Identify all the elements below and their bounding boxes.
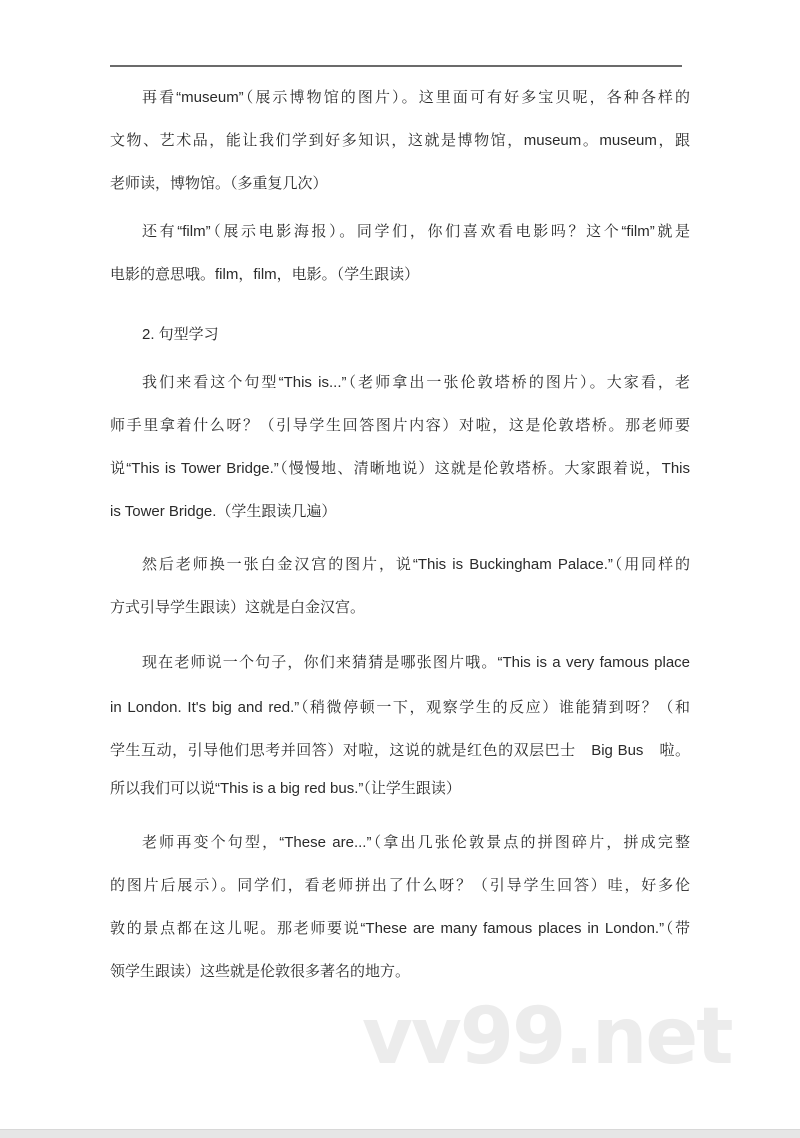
text-line: 所以我们可以说“This is a big red bus.”（让学生跟读） xyxy=(110,780,461,797)
text-line: 电影的意思哦。film，film，电影。（学生跟读） xyxy=(110,266,420,283)
header-rule xyxy=(110,65,682,67)
text-line: is Tower Bridge.（学生跟读几遍） xyxy=(110,503,337,520)
text-line: 说“This is Tower Bridge.”（慢慢地、清晰地说）这就是伦敦塔桥。大家跟着说，This xyxy=(110,460,690,477)
text-line: 现在老师说一个句子，你们来猜猜是哪张图片哦。“This is a very famous place xyxy=(142,654,690,671)
text-line: 然后老师换一张白金汉宫的图片，说“This is Buckingham Palace.”（用同样的 xyxy=(142,556,690,573)
text-line: 老师再变个句型，“These are...”（拿出几张伦敦景点的拼图碎片，拼成完整 xyxy=(142,834,690,851)
text-line: 老师读，博物馆。（多重复几次） xyxy=(110,175,328,192)
text-line: 学生互动，引导他们思考并回答）对啦，这说的就是红色的双层巴士 Big Bus 啦。 xyxy=(110,742,690,759)
text-line: 方式引导学生跟读）这就是白金汉宫。 xyxy=(110,599,366,616)
watermark: vv99.net xyxy=(362,992,732,1082)
text-line: 师手里拿着什么呀？（引导学生回答图片内容）对啦，这是伦敦塔桥。那老师要 xyxy=(110,417,690,434)
text-line: in London. It's big and red.”（稍微停顿一下，观察学生的反应）谁能猜到呀？（和 xyxy=(110,699,690,716)
text-line: 领学生跟读）这些就是伦敦很多著名的地方。 xyxy=(110,963,411,980)
text-line: 的图片后展示）。同学们，看老师拼出了什么呀？（引导学生回答）哇，好多伦 xyxy=(110,877,690,894)
text-line: 还有“film”（展示电影海报）。同学们，你们喜欢看电影吗？这个“film”就是 xyxy=(142,223,690,240)
heading-text: 2. 句型学习 xyxy=(142,326,219,343)
text-line: 文物、艺术品，能让我们学到好多知识，这就是博物馆，museum。museum，跟 xyxy=(110,132,690,149)
text-line: 我们来看这个句型“This is...”（老师拿出一张伦敦塔桥的图片）。大家看，老 xyxy=(142,374,690,391)
text-line: 敦的景点都在这儿呢。那老师要说“These are many famous places in London.”（带 xyxy=(110,920,690,937)
text-line: 再看“museum”（展示博物馆的图片）。这里面可有好多宝贝呢，各种各样的 xyxy=(142,89,690,106)
